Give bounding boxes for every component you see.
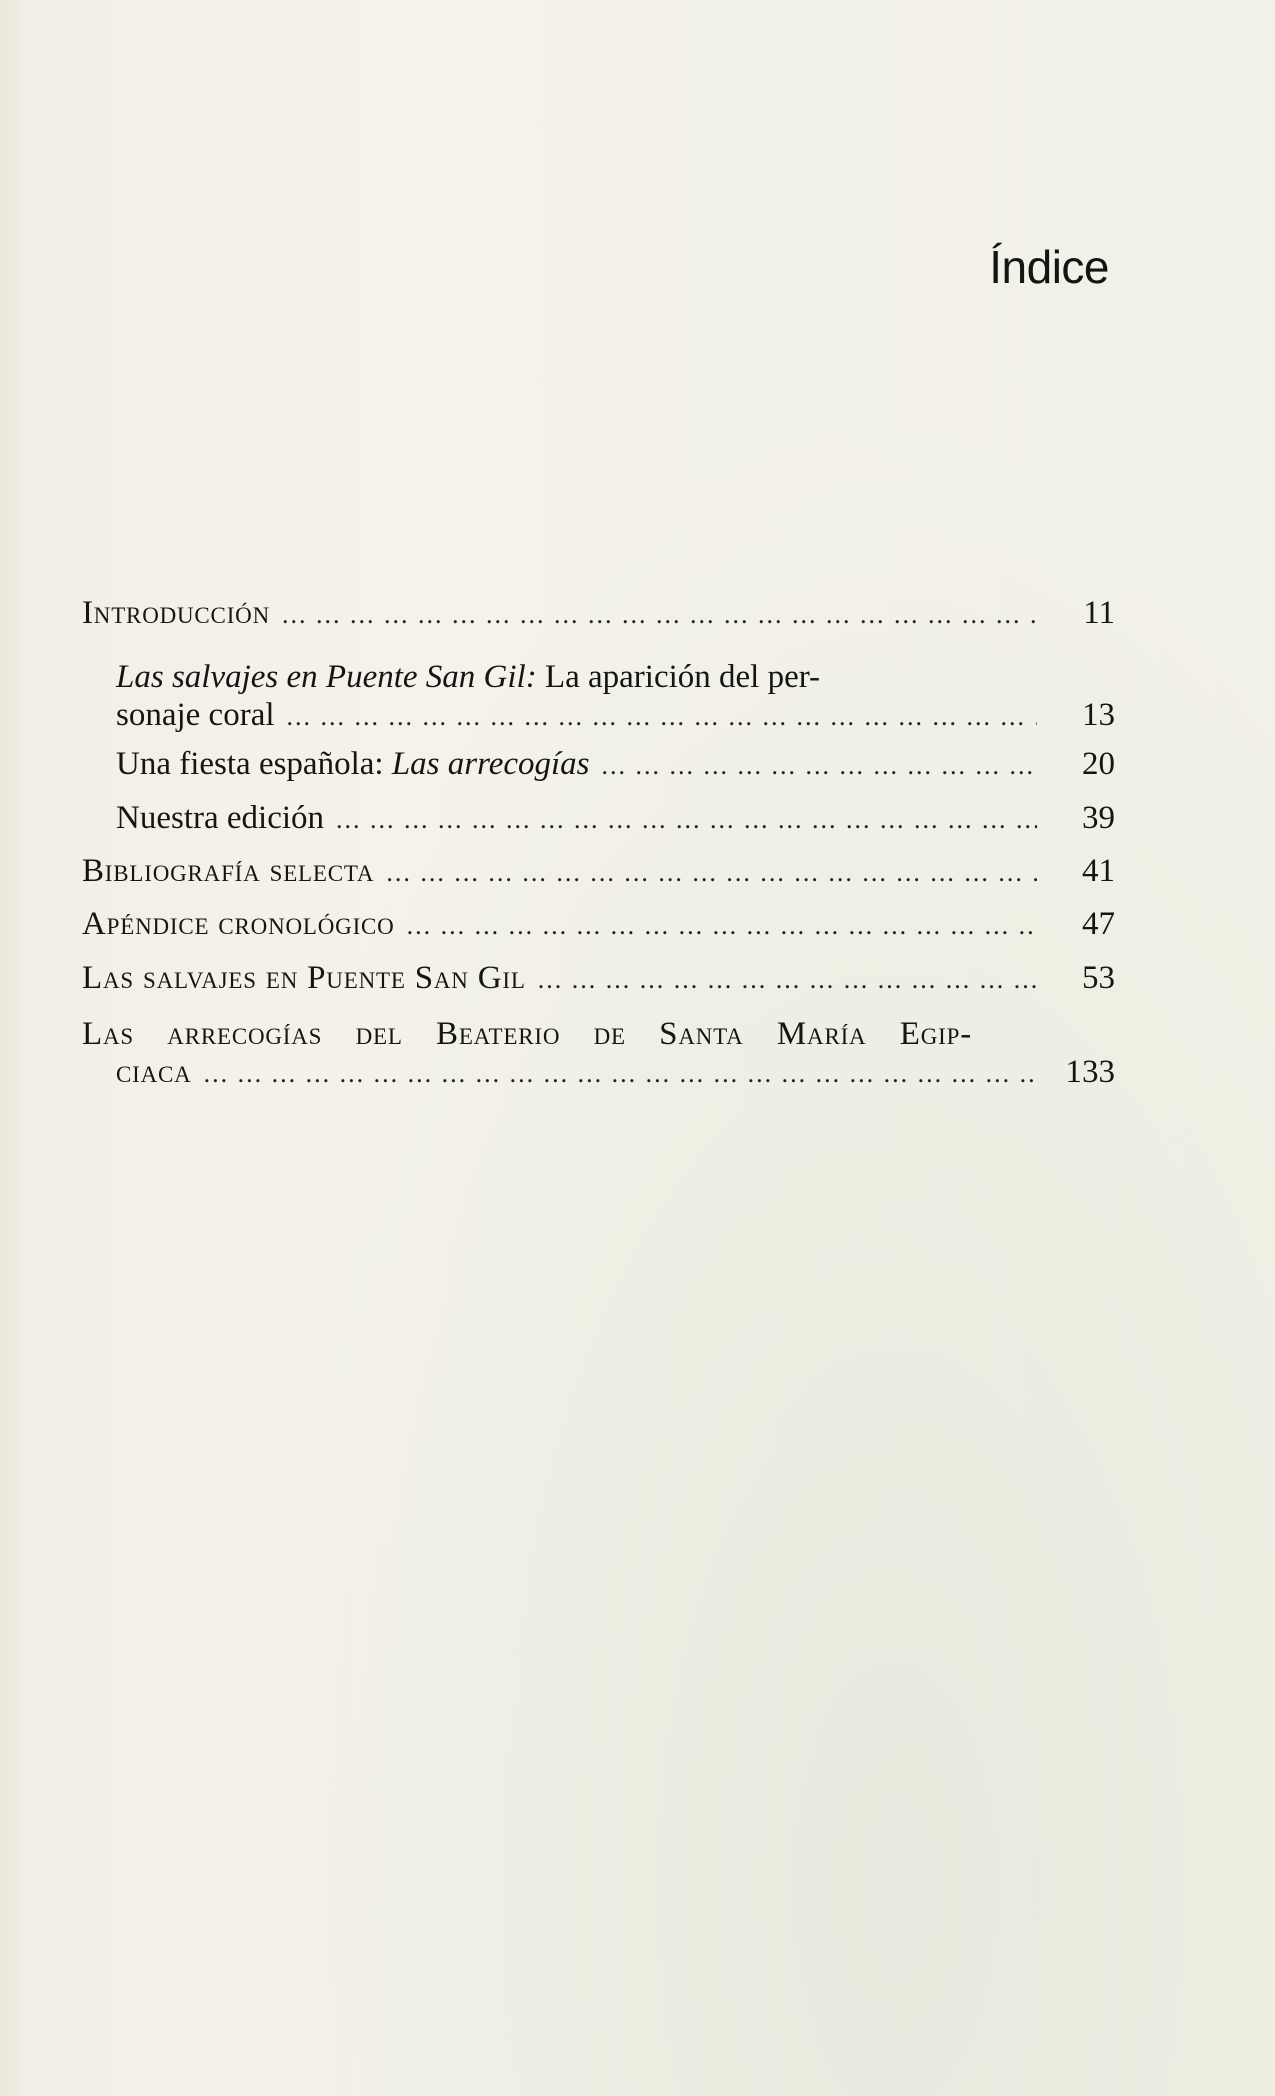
toc-entry-label: Bibliografía selecta xyxy=(82,853,375,889)
toc-entry-label: La aparición del per- xyxy=(544,659,821,695)
toc-page-number: 11 xyxy=(1083,595,1115,631)
toc-page-number: 133 xyxy=(1065,1054,1115,1090)
toc-entry-nuestra-edicion[interactable] xyxy=(82,800,1115,837)
toc-page-number: 41 xyxy=(1082,853,1115,889)
toc-page-number: 39 xyxy=(1082,800,1115,836)
toc-entry-first-line xyxy=(82,657,1012,697)
toc-page-number: 20 xyxy=(1082,746,1115,782)
toc-page-number: 53 xyxy=(1082,960,1115,996)
toc-entry-label-continuation: sonaje coral xyxy=(116,697,275,733)
toc-entry-salvajes-estudio[interactable] xyxy=(82,657,1115,734)
toc-entry-label: Introducción xyxy=(82,595,270,631)
toc-entry-label-continuation: ciaca xyxy=(116,1054,192,1090)
toc-entry-label-italic: Las salvajes en Puente San Gil: xyxy=(116,659,537,695)
toc-page-number: 13 xyxy=(1082,697,1115,733)
toc-entry-bibliografia[interactable] xyxy=(82,853,1115,890)
toc-entry-label: Las salvajes en Puente San Gil xyxy=(82,960,526,996)
dot-leader xyxy=(538,965,1037,995)
toc-entry-apendice[interactable] xyxy=(82,906,1115,943)
toc-entry-arrecogias-texto[interactable] xyxy=(82,1014,1115,1091)
dot-leader xyxy=(204,1059,1037,1089)
toc-entry-label-italic: Las arrecogías xyxy=(391,746,590,782)
toc-entry-first-line xyxy=(82,1014,972,1054)
toc-entry-salvajes-texto[interactable] xyxy=(82,960,1115,997)
dot-leader xyxy=(282,600,1037,630)
toc-entry-label: Una fiesta española: Las arrecogías xyxy=(116,746,590,782)
toc-entry-fiesta-espanola[interactable] xyxy=(82,746,1115,783)
toc-entry-label: Nuestra edición xyxy=(116,800,325,836)
dot-leader xyxy=(386,858,1037,888)
dot-leader xyxy=(602,751,1037,781)
toc-entry-introduccion[interactable] xyxy=(82,595,1115,632)
toc-entry-label: Apéndice cronológico xyxy=(82,906,395,942)
dot-leader xyxy=(407,911,1037,941)
toc-page-number: 47 xyxy=(1082,906,1115,942)
dot-leader xyxy=(336,805,1037,835)
toc-entry-label: Las arrecogías del Beaterio de Santa María Egip- xyxy=(82,1016,972,1052)
page-title: Índice xyxy=(989,241,1109,293)
dot-leader xyxy=(287,702,1037,732)
